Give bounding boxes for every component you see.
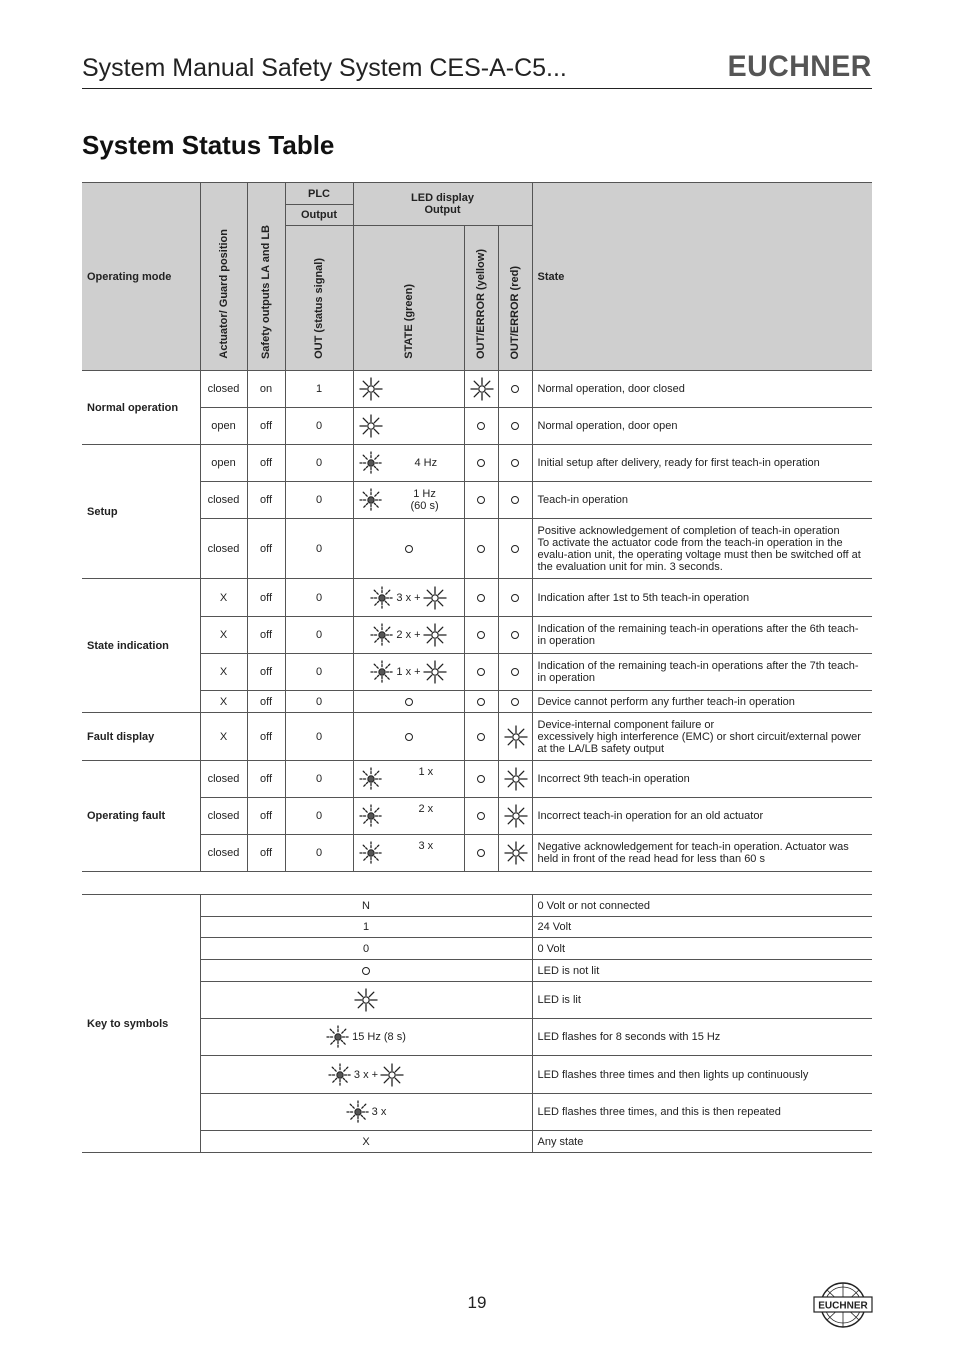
cell-state-led: [353, 691, 464, 713]
cell-state-led: [353, 761, 464, 798]
cell-out: 0: [285, 654, 353, 691]
table-row: [82, 713, 872, 761]
cell-safety: off: [247, 617, 285, 654]
key-symbol: 3 x: [200, 1094, 532, 1131]
led-lit-icon: [504, 804, 528, 828]
cell-state-text: Incorrect teach-in operation for an old actuator: [532, 798, 872, 835]
cell-yellow-led: [464, 519, 498, 579]
cell-safety: off: [247, 798, 285, 835]
led-flashing-icon: [359, 451, 383, 475]
cell-state-text: Positive acknowledgement of completion of teach-in operation To activate the actuator code from the teach-in operation in the evalu-ation unit, the operating voltage must then be switched off at the evaluation unit for min. 3 seconds.: [532, 519, 872, 579]
key-row: [82, 1094, 872, 1131]
system-status-table: [82, 182, 872, 872]
header-operating-mode: Operating mode: [82, 183, 200, 371]
led-flashing-icon: [370, 660, 394, 684]
cell-safety: off: [247, 835, 285, 872]
flash-count: 3 x +: [396, 591, 421, 604]
key-row: [82, 917, 872, 938]
cell-red-led: [498, 408, 532, 445]
table-row: [82, 579, 872, 617]
table-row: [82, 482, 872, 519]
led-flashing-icon: [370, 586, 394, 610]
cell-out: 0: [285, 519, 353, 579]
cell-yellow-led: [464, 617, 498, 654]
page-number: 19: [467, 1293, 487, 1312]
cell-state-led: [353, 408, 464, 445]
key-meaning: LED is not lit: [532, 960, 872, 982]
table-row: [82, 445, 872, 482]
cell-state-led: [353, 713, 464, 761]
key-row: [82, 982, 872, 1019]
led-off-icon: [405, 545, 413, 553]
flash-count: 3 x: [418, 840, 434, 852]
led-off-icon: [477, 775, 485, 783]
led-flashing-icon: [326, 1025, 350, 1049]
key-to-symbols-table: [82, 894, 872, 1153]
cell-red-led: [498, 761, 532, 798]
cell-actuator: closed: [200, 482, 247, 519]
cell-red-led: [498, 713, 532, 761]
led-lit-icon: [423, 660, 447, 684]
cell-yellow-led: [464, 482, 498, 519]
key-row: [82, 1131, 872, 1153]
cell-safety: off: [247, 519, 285, 579]
led-off-icon: [511, 698, 519, 706]
cell-out: 1: [285, 371, 353, 408]
header-led-display: LED display Output: [353, 183, 532, 226]
led-off-icon: [477, 631, 485, 639]
cell-yellow-led: [464, 835, 498, 872]
key-row: [82, 1019, 872, 1056]
table-row: [82, 798, 872, 835]
led-flashing-icon: [359, 767, 383, 791]
cell-actuator: closed: [200, 835, 247, 872]
table-row: [82, 761, 872, 798]
cell-red-led: [498, 691, 532, 713]
cell-actuator: X: [200, 617, 247, 654]
flash-frequency: 4 Hz: [414, 457, 438, 469]
cell-actuator: closed: [200, 798, 247, 835]
cell-safety: on: [247, 371, 285, 408]
led-flashing-icon: [359, 488, 383, 512]
cell-red-led: [498, 371, 532, 408]
cell-state-text: Device cannot perform any further teach-in operation: [532, 691, 872, 713]
flash-frequency: 1 Hz (60 s): [410, 488, 439, 512]
key-meaning: 0 Volt: [532, 938, 872, 960]
led-off-icon: [511, 459, 519, 467]
led-off-icon: [511, 422, 519, 430]
group-normal-operation: Normal operation: [82, 371, 200, 445]
cell-yellow-led: [464, 371, 498, 408]
led-off-icon: [477, 422, 485, 430]
led-flashing-icon: [359, 804, 383, 828]
key-meaning: 24 Volt: [532, 917, 872, 938]
cell-yellow-led: [464, 713, 498, 761]
led-off-icon: [511, 668, 519, 676]
cell-state-led: [353, 617, 464, 654]
key-symbol: [200, 960, 532, 982]
cell-red-led: [498, 519, 532, 579]
cell-safety: off: [247, 691, 285, 713]
led-off-icon: [477, 849, 485, 857]
led-off-icon: [511, 594, 519, 602]
led-lit-icon: [423, 586, 447, 610]
led-off-icon: [477, 459, 485, 467]
cell-state-led: [353, 579, 464, 617]
header-out-status: OUT (status signal): [285, 226, 353, 371]
cell-actuator: closed: [200, 761, 247, 798]
table-row: [82, 835, 872, 872]
cell-safety: off: [247, 445, 285, 482]
led-lit-icon: [380, 1063, 404, 1087]
cell-out: 0: [285, 617, 353, 654]
led-off-icon: [477, 812, 485, 820]
cell-red-led: [498, 798, 532, 835]
cell-out: 0: [285, 835, 353, 872]
cell-safety: off: [247, 408, 285, 445]
cell-yellow-led: [464, 654, 498, 691]
led-off-icon: [511, 545, 519, 553]
cell-out: 0: [285, 761, 353, 798]
cell-safety: off: [247, 713, 285, 761]
cell-state-text: Normal operation, door open: [532, 408, 872, 445]
key-row: [82, 960, 872, 982]
cell-yellow-led: [464, 798, 498, 835]
section-title: System Status Table: [82, 130, 335, 160]
header-plc-output: Output: [285, 205, 353, 226]
key-symbol: N: [200, 895, 532, 917]
table-row: [82, 408, 872, 445]
cell-actuator: open: [200, 408, 247, 445]
key-symbol: X: [200, 1131, 532, 1153]
cell-state-text: Normal operation, door closed: [532, 371, 872, 408]
table-row: [82, 617, 872, 654]
key-meaning: LED flashes for 8 seconds with 15 Hz: [532, 1019, 872, 1056]
key-symbol: 3 x +: [200, 1056, 532, 1094]
key-meaning: LED is lit: [532, 982, 872, 1019]
cell-yellow-led: [464, 445, 498, 482]
cell-state-text: Teach-in operation: [532, 482, 872, 519]
cell-actuator: closed: [200, 371, 247, 408]
key-row: [82, 895, 872, 917]
cell-safety: off: [247, 761, 285, 798]
led-off-icon: [477, 698, 485, 706]
led-off-icon: [477, 594, 485, 602]
led-off-icon: [477, 496, 485, 504]
euchner-logo: EUCHNER: [727, 50, 872, 83]
cell-state-led: [353, 835, 464, 872]
cell-state-led: [353, 654, 464, 691]
led-off-icon: [405, 733, 413, 741]
cell-actuator: X: [200, 579, 247, 617]
header-out-error-yellow: OUT/ERROR (yellow): [464, 226, 498, 371]
led-off-icon: [511, 496, 519, 504]
table-row: [82, 654, 872, 691]
key-meaning: LED flashes three times, and this is then repeated: [532, 1094, 872, 1131]
cell-state-led: [353, 445, 464, 482]
key-symbol: 1: [200, 917, 532, 938]
key-row: [82, 1056, 872, 1094]
led-lit-icon: [354, 988, 378, 1012]
table-row: [82, 371, 872, 408]
led-lit-icon: [470, 377, 494, 401]
led-lit-icon: [423, 623, 447, 647]
cell-red-led: [498, 835, 532, 872]
cell-state-text: Negative acknowledgement for teach-in operation. Actuator was held in front of the read head for less than 60 s: [532, 835, 872, 872]
cell-actuator: open: [200, 445, 247, 482]
led-off-icon: [362, 967, 370, 975]
key-meaning: LED flashes three times and then lights up continuously: [532, 1056, 872, 1094]
cell-out: 0: [285, 445, 353, 482]
led-flashing-icon: [370, 623, 394, 647]
cell-actuator: X: [200, 691, 247, 713]
header-plc: PLC: [285, 183, 353, 205]
group-operating-fault: Operating fault: [82, 761, 200, 872]
header-state: State: [532, 183, 872, 371]
cell-red-led: [498, 654, 532, 691]
cell-state-text: Indication after 1st to 5th teach-in operation: [532, 579, 872, 617]
cell-state-led: [353, 371, 464, 408]
flash-count: 2 x: [418, 803, 434, 815]
table-row: [82, 691, 872, 713]
led-off-icon: [477, 733, 485, 741]
flash-count: 1 x: [418, 766, 434, 778]
cell-safety: off: [247, 579, 285, 617]
cell-actuator: X: [200, 654, 247, 691]
group-state-indication: State indication: [82, 579, 200, 713]
cell-state-text: Initial setup after delivery, ready for first teach-in operation: [532, 445, 872, 482]
flash-count: 1 x +: [396, 666, 421, 678]
led-off-icon: [511, 631, 519, 639]
svg-text:EUCHNER: EUCHNER: [818, 1300, 868, 1312]
key-meaning: Any state: [532, 1131, 872, 1153]
cell-red-led: [498, 482, 532, 519]
header-actuator: Actuator/ Guard position: [200, 183, 247, 371]
cell-actuator: closed: [200, 519, 247, 579]
led-flashing-icon: [328, 1063, 352, 1087]
header-state-green: STATE (green): [353, 226, 464, 371]
cell-yellow-led: [464, 408, 498, 445]
cell-state-led: [353, 798, 464, 835]
cell-safety: off: [247, 654, 285, 691]
cell-state-text: Indication of the remaining teach-in operations after the 6th teach-in operation: [532, 617, 872, 654]
cell-red-led: [498, 579, 532, 617]
led-flashing-icon: [346, 1100, 370, 1124]
group-fault-display: Fault display: [82, 713, 200, 761]
cell-actuator: X: [200, 713, 247, 761]
key-label: Key to symbols: [82, 895, 200, 1153]
group-setup: Setup: [82, 445, 200, 579]
table-row: [82, 519, 872, 579]
led-lit-icon: [504, 767, 528, 791]
cell-yellow-led: [464, 691, 498, 713]
cell-safety: off: [247, 482, 285, 519]
cell-yellow-led: [464, 579, 498, 617]
led-flashing-icon: [359, 841, 383, 865]
cell-out: 0: [285, 798, 353, 835]
document-title: System Manual Safety System CES-A-C5...: [82, 54, 567, 82]
key-symbol: 0: [200, 938, 532, 960]
cell-yellow-led: [464, 761, 498, 798]
led-lit-icon: [359, 377, 383, 401]
led-lit-icon: [504, 841, 528, 865]
flash-count: 2 x +: [396, 629, 421, 641]
cell-out: 0: [285, 408, 353, 445]
cell-out: 0: [285, 713, 353, 761]
cell-state-text: Device-internal component failure or excessively high interference (EMC) or short circuit/external power at the LA/LB safety output: [532, 713, 872, 761]
key-meaning: 0 Volt or not connected: [532, 895, 872, 917]
key-symbol: [200, 982, 532, 1019]
cell-state-text: Indication of the remaining teach-in operations after the 7th teach-in operation: [532, 654, 872, 691]
cell-red-led: [498, 617, 532, 654]
led-off-icon: [511, 385, 519, 393]
key-row: [82, 938, 872, 960]
cell-red-led: [498, 445, 532, 482]
cell-state-text: Incorrect 9th teach-in operation: [532, 761, 872, 798]
euchner-seal-logo: [812, 1280, 874, 1330]
key-symbol: 15 Hz (8 s): [200, 1019, 532, 1056]
cell-out: 0: [285, 482, 353, 519]
cell-state-led: [353, 482, 464, 519]
led-lit-icon: [359, 414, 383, 438]
led-off-icon: [477, 668, 485, 676]
led-off-icon: [405, 698, 413, 706]
header-out-error-red: OUT/ERROR (red): [498, 226, 532, 371]
header-rule: [82, 88, 872, 89]
led-lit-icon: [504, 725, 528, 749]
cell-out: 0: [285, 579, 353, 617]
header-safety-outputs: Safety outputs LA and LB: [247, 183, 285, 371]
led-off-icon: [477, 545, 485, 553]
cell-state-led: [353, 519, 464, 579]
cell-out: 0: [285, 691, 353, 713]
